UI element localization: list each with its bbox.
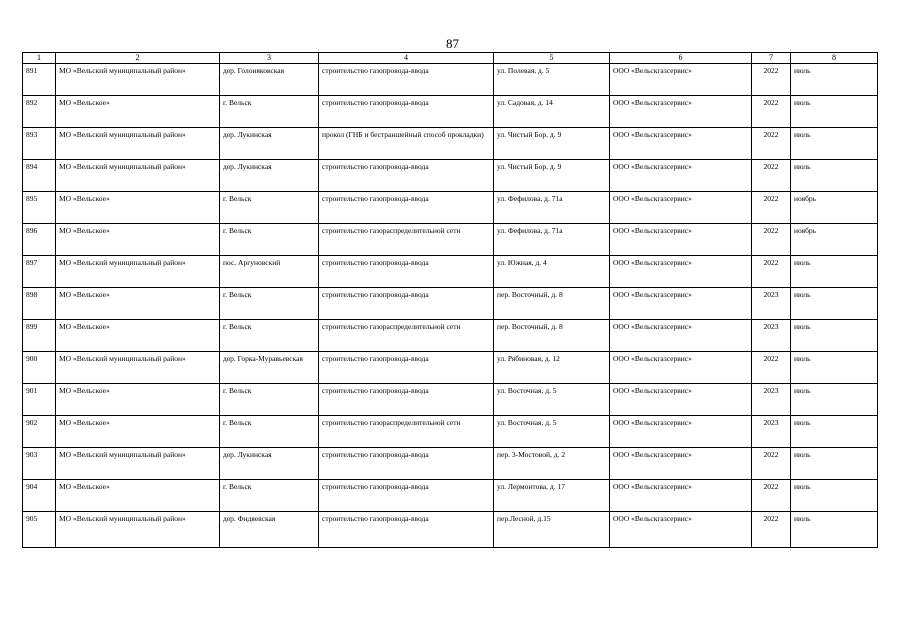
column-header: 4	[319, 53, 494, 64]
work-type-cell: строительство газораспределительной сети	[319, 224, 494, 256]
month-cell: июль	[791, 160, 878, 192]
table-row	[23, 288, 878, 320]
table-row	[23, 128, 878, 160]
address-cell: ул. Рябиновая, д. 12	[494, 352, 610, 384]
municipality-cell: МО «Вельский муниципальный район»	[56, 352, 220, 384]
month-cell: июль	[791, 256, 878, 288]
month-cell: июль	[791, 352, 878, 384]
municipality-cell: МО «Вельское»	[56, 480, 220, 512]
work-type-cell: строительство газопровода-ввода	[319, 384, 494, 416]
settlement-cell: пос. Аргуновский	[220, 256, 319, 288]
municipality-cell: МО «Вельское»	[56, 320, 220, 352]
month-cell: ноябрь	[791, 224, 878, 256]
work-type-cell: строительство газопровода-ввода	[319, 480, 494, 512]
municipality-cell: МО «Вельское»	[56, 416, 220, 448]
row-number-cell: 904	[23, 480, 56, 512]
year-cell: 2022	[752, 480, 791, 512]
column-header: 5	[494, 53, 610, 64]
month-cell: июль	[791, 384, 878, 416]
work-type-cell: строительство газопровода-ввода	[319, 448, 494, 480]
settlement-cell: г. Вельск	[220, 96, 319, 128]
operator-cell: ООО «Вельскгазсервис»	[610, 192, 752, 224]
municipality-cell: МО «Вельский муниципальный район»	[56, 512, 220, 548]
address-cell: пер. Восточный, д. 8	[494, 288, 610, 320]
settlement-cell: г. Вельск	[220, 416, 319, 448]
settlement-cell: г. Вельск	[220, 384, 319, 416]
address-cell: ул. Полевая, д. 5	[494, 64, 610, 96]
municipality-cell: МО «Вельский муниципальный район»	[56, 448, 220, 480]
year-cell: 2022	[752, 64, 791, 96]
month-cell: июль	[791, 288, 878, 320]
year-cell: 2023	[752, 416, 791, 448]
row-number-cell: 898	[23, 288, 56, 320]
row-number-cell: 905	[23, 512, 56, 548]
year-cell: 2022	[752, 96, 791, 128]
table-header-row	[23, 53, 878, 64]
row-number-cell: 903	[23, 448, 56, 480]
year-cell: 2022	[752, 128, 791, 160]
table-row	[23, 320, 878, 352]
table-row	[23, 512, 878, 548]
work-type-cell: строительство газопровода-ввода	[319, 64, 494, 96]
municipality-cell: МО «Вельский муниципальный район»	[56, 256, 220, 288]
row-number-cell: 892	[23, 96, 56, 128]
column-header: 8	[791, 53, 878, 64]
operator-cell: ООО «Вельскгазсервис»	[610, 288, 752, 320]
address-cell: ул. Лермонтова, д. 17	[494, 480, 610, 512]
table-row	[23, 352, 878, 384]
settlement-cell: г. Вельск	[220, 224, 319, 256]
month-cell: июль	[791, 480, 878, 512]
work-type-cell: строительство газопровода-ввода	[319, 192, 494, 224]
month-cell: июль	[791, 64, 878, 96]
settlement-cell: г. Вельск	[220, 320, 319, 352]
year-cell: 2022	[752, 256, 791, 288]
row-number-cell: 900	[23, 352, 56, 384]
address-cell: ул. Чистый Бор, д. 9	[494, 128, 610, 160]
settlement-cell: дер. Лукинская	[220, 448, 319, 480]
work-type-cell: прокол (ГНБ и бестраншейный способ прокладки)	[319, 128, 494, 160]
page-number: 87	[446, 36, 459, 51]
gasification-table	[22, 52, 878, 548]
month-cell: июль	[791, 96, 878, 128]
municipality-cell: МО «Вельское»	[56, 96, 220, 128]
municipality-cell: МО «Вельское»	[56, 192, 220, 224]
operator-cell: ООО «Вельскгазсервис»	[610, 384, 752, 416]
work-type-cell: строительство газопровода-ввода	[319, 96, 494, 128]
table-row	[23, 224, 878, 256]
address-cell: пер.Лесной, д.15	[494, 512, 610, 548]
operator-cell: ООО «Вельскгазсервис»	[610, 352, 752, 384]
settlement-cell: дер. Фидяевская	[220, 512, 319, 548]
table-row	[23, 64, 878, 96]
operator-cell: ООО «Вельскгазсервис»	[610, 64, 752, 96]
table-row	[23, 160, 878, 192]
settlement-cell: г. Вельск	[220, 480, 319, 512]
table-row	[23, 416, 878, 448]
year-cell: 2022	[752, 160, 791, 192]
operator-cell: ООО «Вельскгазсервис»	[610, 160, 752, 192]
address-cell: пер. Восточный, д. 8	[494, 320, 610, 352]
operator-cell: ООО «Вельскгазсервис»	[610, 96, 752, 128]
year-cell: 2023	[752, 384, 791, 416]
municipality-cell: МО «Вельское»	[56, 288, 220, 320]
year-cell: 2023	[752, 320, 791, 352]
address-cell: ул. Чистый Бор, д. 9	[494, 160, 610, 192]
year-cell: 2022	[752, 352, 791, 384]
operator-cell: ООО «Вельскгазсервис»	[610, 128, 752, 160]
row-number-cell: 893	[23, 128, 56, 160]
row-number-cell: 899	[23, 320, 56, 352]
settlement-cell: дер. Лукинская	[220, 160, 319, 192]
month-cell: июль	[791, 320, 878, 352]
municipality-cell: МО «Вельский муниципальный район»	[56, 160, 220, 192]
operator-cell: ООО «Вельскгазсервис»	[610, 224, 752, 256]
address-cell: пер. 3-Мостовой, д. 2	[494, 448, 610, 480]
municipality-cell: МО «Вельское»	[56, 224, 220, 256]
year-cell: 2022	[752, 192, 791, 224]
operator-cell: ООО «Вельскгазсервис»	[610, 480, 752, 512]
address-cell: ул. Садовая, д. 14	[494, 96, 610, 128]
address-cell: ул. Южная, д. 4	[494, 256, 610, 288]
address-cell: ул. Фефилова, д. 71а	[494, 224, 610, 256]
settlement-cell: дер. Горка-Муравьевская	[220, 352, 319, 384]
month-cell: июль	[791, 448, 878, 480]
year-cell: 2022	[752, 224, 791, 256]
row-number-cell: 891	[23, 64, 56, 96]
operator-cell: ООО «Вельскгазсервис»	[610, 256, 752, 288]
operator-cell: ООО «Вельскгазсервис»	[610, 448, 752, 480]
settlement-cell: дер. Голоняковская	[220, 64, 319, 96]
work-type-cell: строительство газораспределительной сети	[319, 320, 494, 352]
settlement-cell: г. Вельск	[220, 288, 319, 320]
column-header: 1	[23, 53, 56, 64]
column-header: 2	[56, 53, 220, 64]
row-number-cell: 894	[23, 160, 56, 192]
work-type-cell: строительство газораспределительной сети	[319, 416, 494, 448]
settlement-cell: дер. Лукинская	[220, 128, 319, 160]
table-row	[23, 480, 878, 512]
municipality-cell: МО «Вельское»	[56, 384, 220, 416]
work-type-cell: строительство газопровода-ввода	[319, 352, 494, 384]
address-cell: ул. Фефилова, д. 71а	[494, 192, 610, 224]
work-type-cell: строительство газопровода-ввода	[319, 512, 494, 548]
municipality-cell: МО «Вельский муниципальный район»	[56, 128, 220, 160]
month-cell: июль	[791, 416, 878, 448]
year-cell: 2023	[752, 288, 791, 320]
row-number-cell: 895	[23, 192, 56, 224]
operator-cell: ООО «Вельскгазсервис»	[610, 416, 752, 448]
column-header: 3	[220, 53, 319, 64]
table-row	[23, 448, 878, 480]
address-cell: ул. Восточная, д. 5	[494, 384, 610, 416]
operator-cell: ООО «Вельскгазсервис»	[610, 512, 752, 548]
row-number-cell: 896	[23, 224, 56, 256]
municipality-cell: МО «Вельский муниципальный район»	[56, 64, 220, 96]
work-type-cell: строительство газопровода-ввода	[319, 256, 494, 288]
work-type-cell: строительство газопровода-ввода	[319, 288, 494, 320]
work-type-cell: строительство газопровода-ввода	[319, 160, 494, 192]
table-row	[23, 256, 878, 288]
year-cell: 2022	[752, 448, 791, 480]
row-number-cell: 902	[23, 416, 56, 448]
table-row	[23, 96, 878, 128]
month-cell: июль	[791, 128, 878, 160]
month-cell: ноябрь	[791, 192, 878, 224]
month-cell: июль	[791, 512, 878, 548]
year-cell: 2022	[752, 512, 791, 548]
table-row	[23, 192, 878, 224]
row-number-cell: 901	[23, 384, 56, 416]
row-number-cell: 897	[23, 256, 56, 288]
address-cell: ул. Восточная, д. 5	[494, 416, 610, 448]
settlement-cell: г. Вельск	[220, 192, 319, 224]
table-row	[23, 384, 878, 416]
column-header: 6	[610, 53, 752, 64]
column-header: 7	[752, 53, 791, 64]
operator-cell: ООО «Вельскгазсервис»	[610, 320, 752, 352]
